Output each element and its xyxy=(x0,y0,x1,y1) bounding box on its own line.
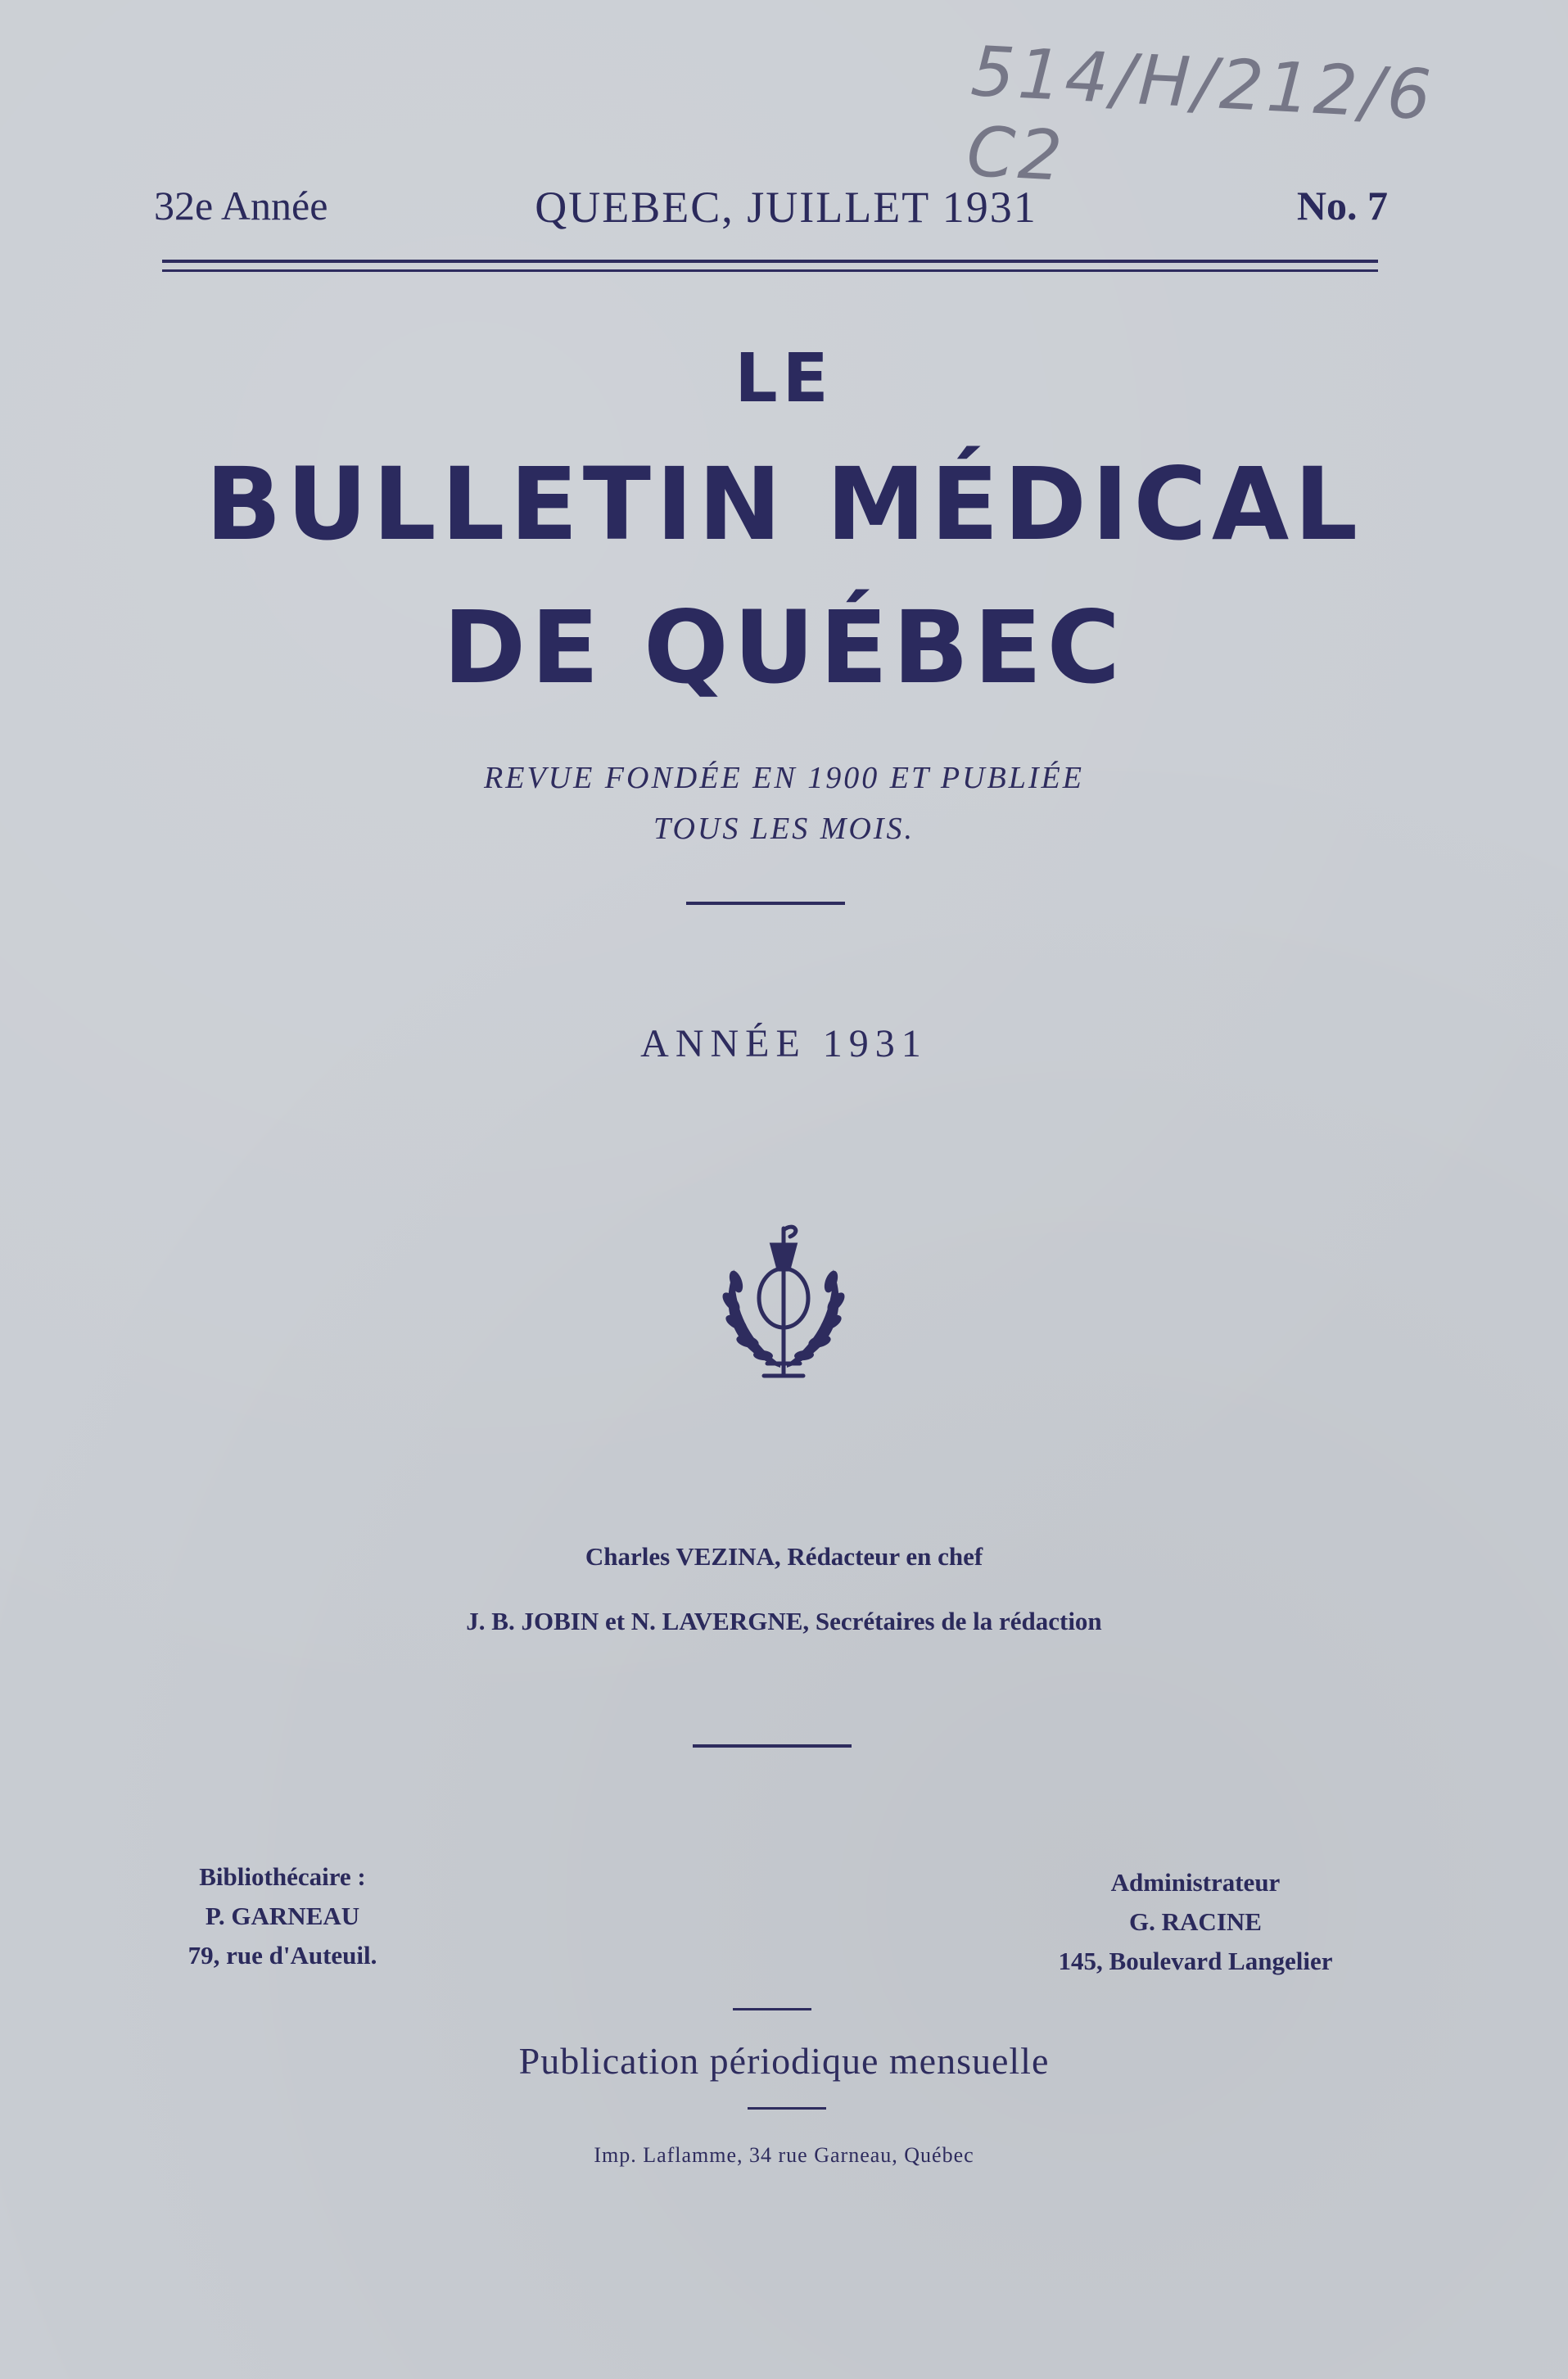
publication-type: Publication périodique mensuelle xyxy=(518,2040,1050,2082)
volume-year: ANNÉE 1931 xyxy=(640,1022,928,1065)
catalog-handwritten-mark: 514/H/212/6 C2 xyxy=(965,30,1436,197)
administrator-address: 145, Boulevard Langelier xyxy=(1058,1947,1333,1975)
issue-number: No. 7 xyxy=(1296,183,1388,228)
divider-rule xyxy=(693,1744,852,1748)
librarian-block xyxy=(143,1857,422,1975)
header-rule-thick xyxy=(162,260,1378,263)
divider-rule xyxy=(748,2107,826,2110)
subtitle-line-1: REVUE FONDÉE EN 1900 ET PUBLIÉE xyxy=(484,761,1084,795)
header-rule-thin xyxy=(162,269,1378,272)
title-line-2: BULLETIN MÉDICAL xyxy=(205,446,1363,563)
date-line: QUEBEC, JUILLET 1931 xyxy=(535,183,1037,232)
secretaries-line: J. B. JOBIN et N. LAVERGNE, Secrétaires de la rédaction xyxy=(466,1607,1102,1635)
title-line-1: LE xyxy=(734,340,834,418)
editor-in-chief-line: Charles VEZINA, Rédacteur en chef xyxy=(585,1542,983,1571)
divider-rule xyxy=(733,2008,811,2010)
administrator-role: Administrateur xyxy=(1110,1868,1281,1897)
administrator-block xyxy=(1019,1863,1371,1981)
divider-rule xyxy=(686,902,845,905)
caduceus-laurel-emblem-icon xyxy=(702,1212,865,1392)
librarian-name: P. GARNEAU xyxy=(205,1902,360,1930)
librarian-address: 79, rue d'Auteuil. xyxy=(188,1941,377,1970)
subtitle-line-2: TOUS LES MOIS. xyxy=(653,812,915,846)
title-line-3: DE QUÉBEC xyxy=(442,590,1126,706)
year-label: 32e Année xyxy=(154,183,328,228)
librarian-role: Bibliothécaire : xyxy=(199,1862,366,1891)
printer-line: Imp. Laflamme, 34 rue Garneau, Québec xyxy=(594,2143,974,2167)
administrator-name: G. RACINE xyxy=(1129,1907,1262,1936)
